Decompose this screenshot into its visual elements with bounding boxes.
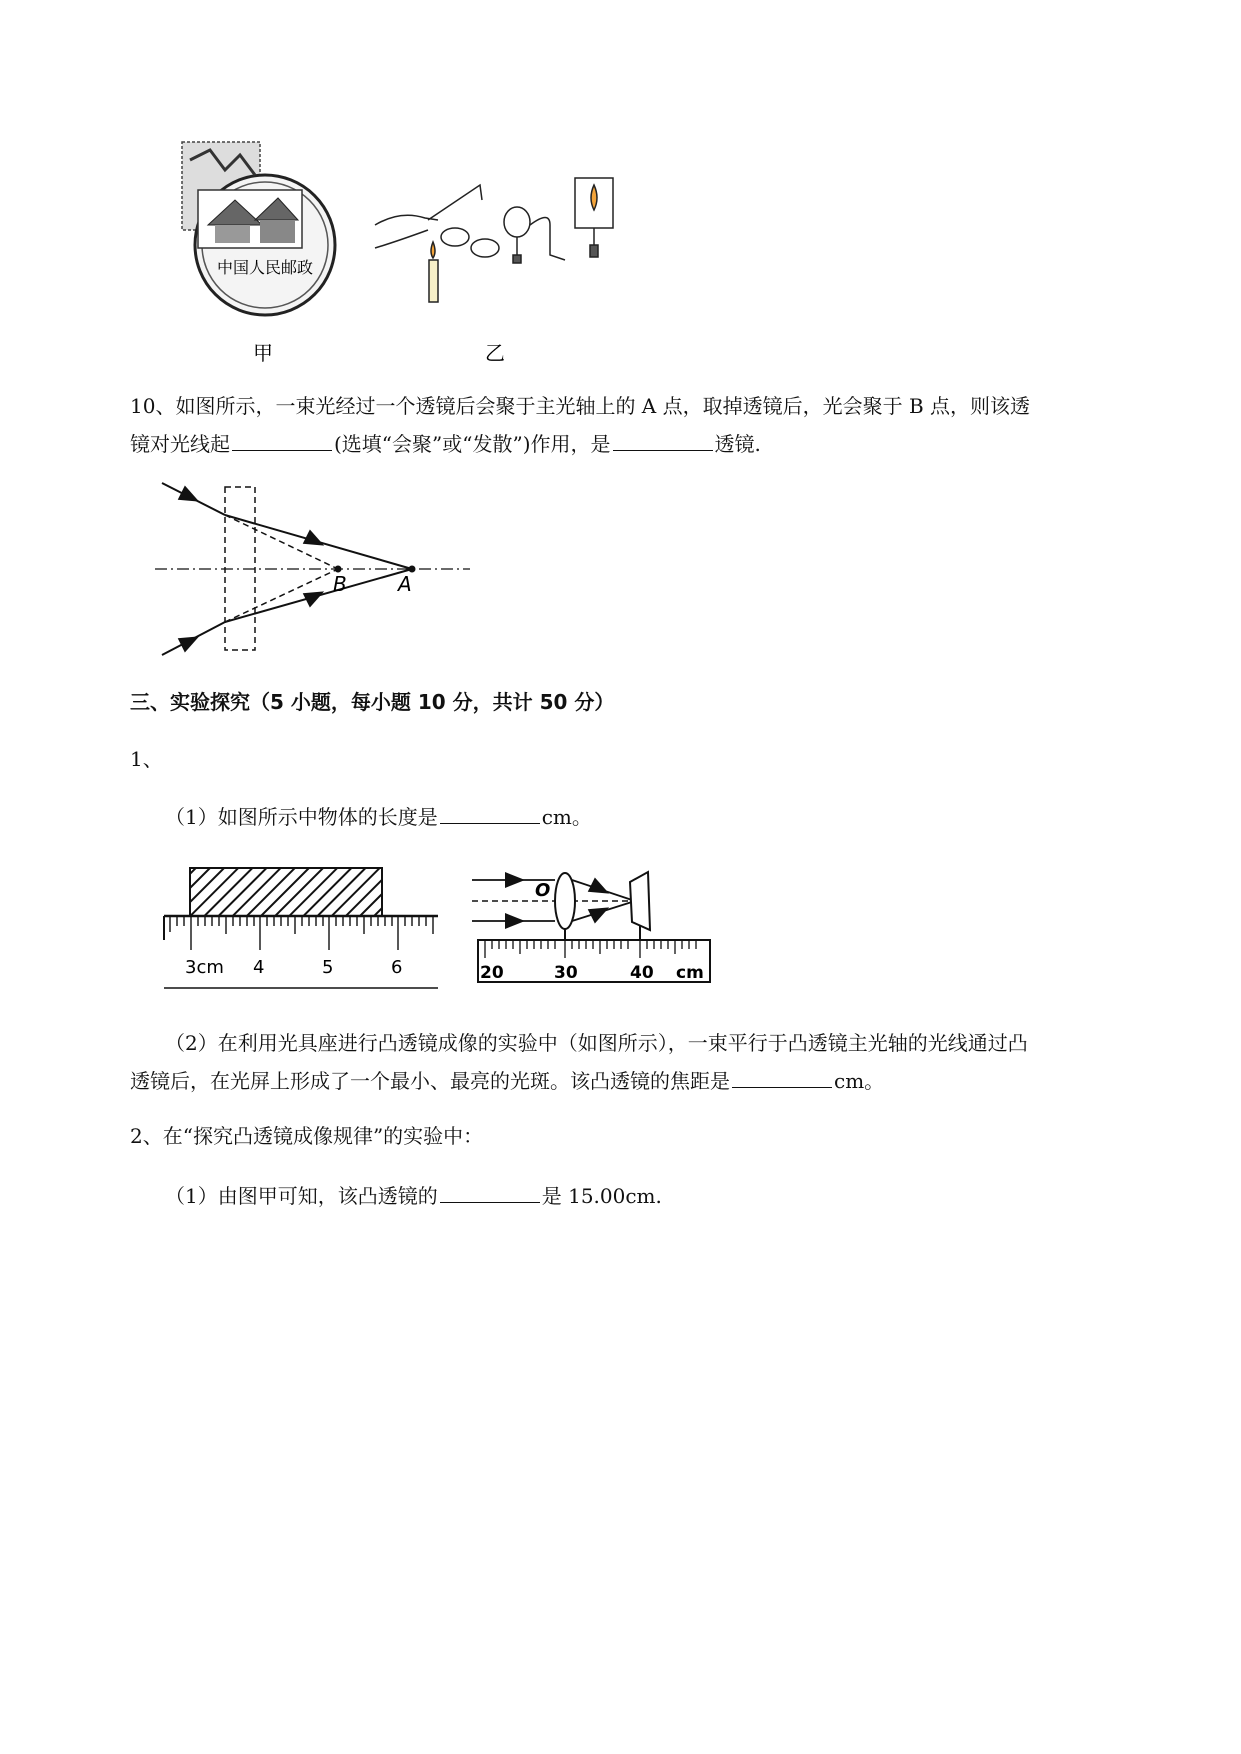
stamp-text: 中国人民邮政 bbox=[216, 258, 314, 277]
incident-ray-bottom bbox=[162, 622, 225, 655]
exp1-number: 1、 bbox=[130, 747, 163, 771]
ruler-block-figure bbox=[160, 860, 445, 995]
exp1-part1-text-a: （1）如图所示中物体的长度是 bbox=[165, 805, 438, 829]
lens-label-o: O bbox=[535, 880, 551, 901]
answer-blank[interactable] bbox=[440, 1180, 540, 1203]
label-b: B bbox=[333, 572, 347, 596]
question-10 bbox=[130, 387, 1120, 463]
exp1-part2-line2 bbox=[130, 1062, 1120, 1100]
candle-lens-apparatus bbox=[375, 178, 613, 302]
q10-text-b: (选填“会聚”或“发散”)作用，是 bbox=[334, 432, 611, 456]
answer-blank[interactable] bbox=[732, 1065, 832, 1088]
ruler-tick-label: 4 bbox=[253, 957, 265, 978]
section-3-title: 三、实验探究（5 小题，每小题 10 分，共计 50 分） bbox=[130, 690, 615, 714]
q10-text-c: 透镜. bbox=[714, 432, 761, 456]
exp1-part2-line1: （2）在利用光具座进行凸透镜成像的实验中（如图所示），一束平行于凸透镜主光轴的光线通过凸 bbox=[165, 1031, 1028, 1055]
q10-line1: 10、如图所示，一束光经过一个透镜后会聚于主光轴上的 A 点，取掉透镜后，光会聚于 B 点，则该透 bbox=[130, 394, 1031, 418]
answer-blank[interactable] bbox=[440, 801, 540, 824]
ruler-tick-label: 6 bbox=[391, 957, 403, 978]
figure-label-jia: 甲 bbox=[253, 341, 273, 365]
bench-tick-label: 40 bbox=[630, 963, 654, 983]
label-a: A bbox=[398, 572, 412, 596]
exp1-part2-text-a: 透镜后，在光屏上形成了一个最小、最亮的光斑。该凸透镜的焦距是 bbox=[130, 1069, 730, 1093]
exp2-part1 bbox=[165, 1177, 662, 1215]
top-figure bbox=[170, 130, 690, 410]
answer-blank[interactable] bbox=[232, 428, 332, 451]
exp2-line1: 2、在“探究凸透镜成像规律”的实验中： bbox=[130, 1124, 484, 1148]
exp2-part1-text-a: （1）由图甲可知，该凸透镜的 bbox=[165, 1184, 438, 1208]
lens-ray-diagram bbox=[150, 475, 490, 665]
optical-bench-figure bbox=[470, 860, 720, 995]
incident-ray-top bbox=[162, 483, 225, 515]
exp1-part2 bbox=[130, 1024, 1120, 1100]
measured-block bbox=[190, 868, 382, 916]
q10-line2 bbox=[130, 425, 1120, 463]
exp1-part2-text-b: cm。 bbox=[834, 1069, 885, 1093]
ruler-tick-label: 5 bbox=[322, 957, 334, 978]
answer-blank[interactable] bbox=[613, 428, 713, 451]
figure-label-yi: 乙 bbox=[485, 341, 505, 365]
refracted-ray-bottom bbox=[225, 569, 412, 622]
exp1-part1-text-b: cm。 bbox=[541, 805, 592, 829]
light-screen bbox=[630, 872, 650, 930]
bench-tick-label: cm bbox=[676, 963, 704, 983]
ruler-tick-label: 3cm bbox=[185, 957, 224, 978]
bench-tick-label: 30 bbox=[554, 963, 578, 983]
exp1-part1 bbox=[165, 798, 592, 836]
bench-tick-label: 20 bbox=[480, 963, 504, 983]
refracted-ray-top bbox=[225, 515, 412, 569]
exp2-part1-text-b: 是 15.00cm. bbox=[541, 1184, 662, 1208]
q10-text-a: 镜对光线起 bbox=[130, 432, 230, 456]
stamp-magnifier-figure bbox=[182, 142, 335, 315]
ruler-ticks bbox=[170, 916, 433, 950]
